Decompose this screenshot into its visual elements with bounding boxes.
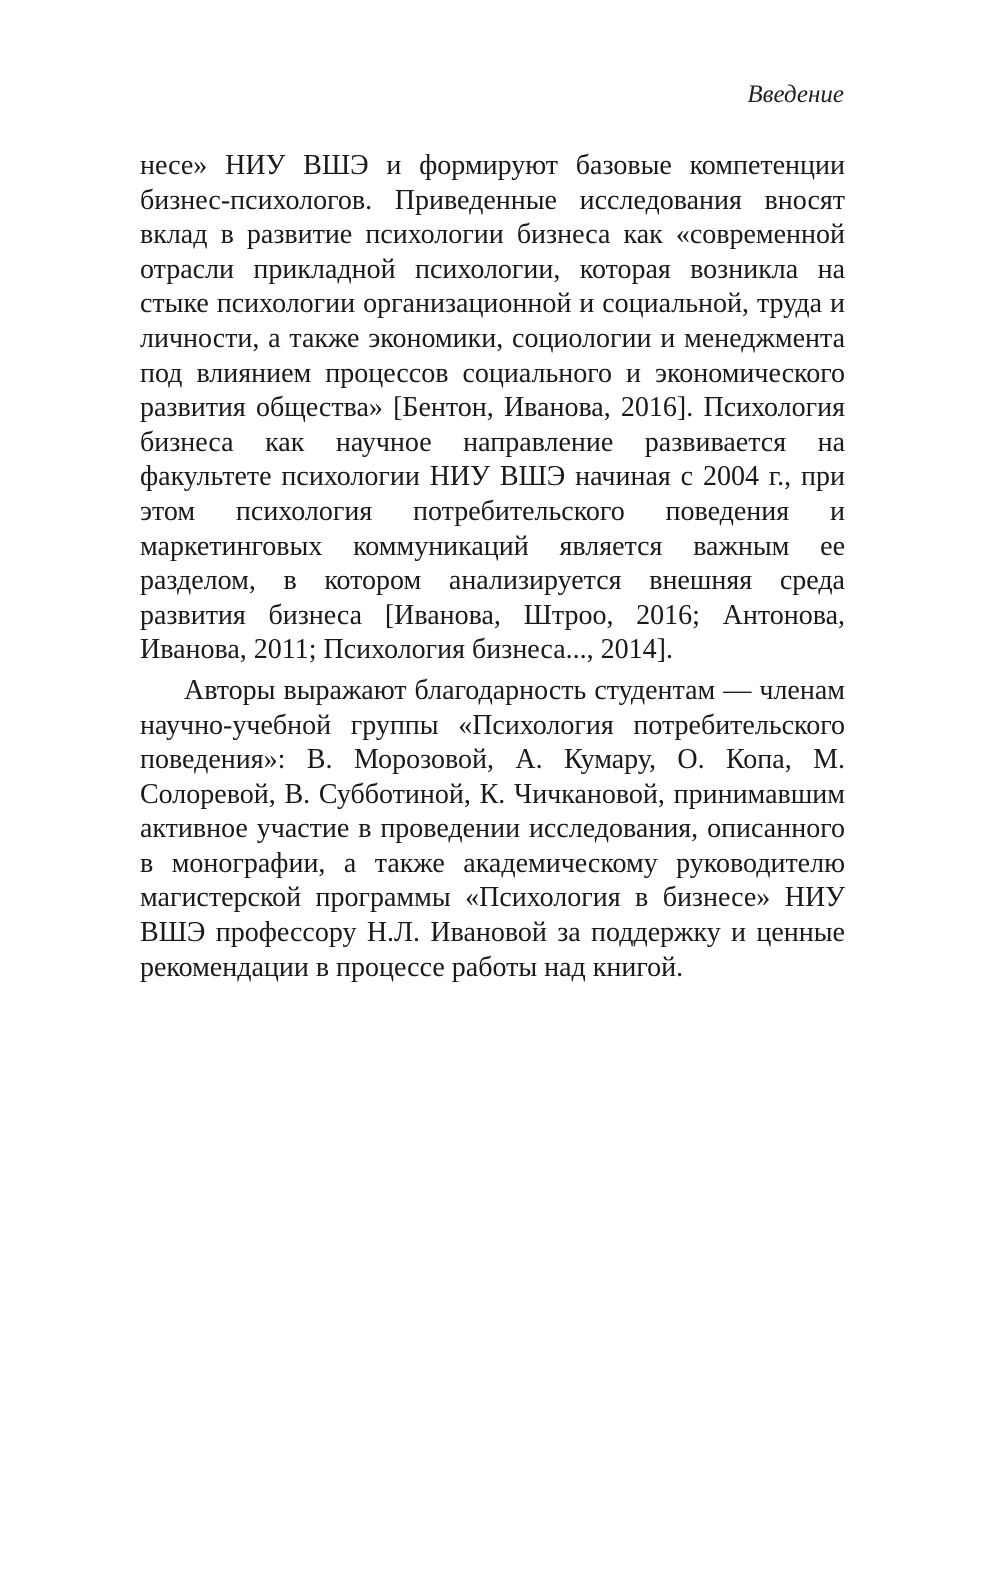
running-header: Введение — [747, 81, 844, 108]
paragraph-continuation: несе» НИУ ВШЭ и формируют базовые компетенции бизнес-психологов. Приведенные исследования вносят вклад в развитие психологии бизнеса как «современной отрасли прикладной психологии, которая возникла на стыке психологии организационной и социальной, труда и личности, а также экономики, социологии и менеджмента под влиянием процессов социального и экономического развития общества» [Бентон, Иванова, 2016]. Психология бизнеса как научное направление развивается на факультете психологии НИУ ВШЭ начиная с 2004 г., при этом психология потребительского поведения и маркетинговых коммуникаций является важным ее разделом, в котором анализируется внешняя среда развития бизнеса [Иванова, Штроо, 2016; Антонова, Иванова, 2011; Психология бизнеса..., 2014]. — [140, 150, 845, 666]
body-text — [140, 149, 845, 985]
paragraph-acknowledgements: Авторы выражают благодарность студентам — членам научно-учебной группы «Психология потребительского поведения»: В. Морозовой, А. Кумару, О. Копа, М. Солоревой, В. Субботиной, К. Чичкановой, принимавшим активное участие в проведении исследования, описанного в монографии, а также академическому руководителю магистерской программы «Психология в бизнесе» НИУ ВШЭ профессору Н.Л. Ивановой за поддержку и ценные рекомендации в процессе работы над книгой. — [140, 674, 845, 983]
